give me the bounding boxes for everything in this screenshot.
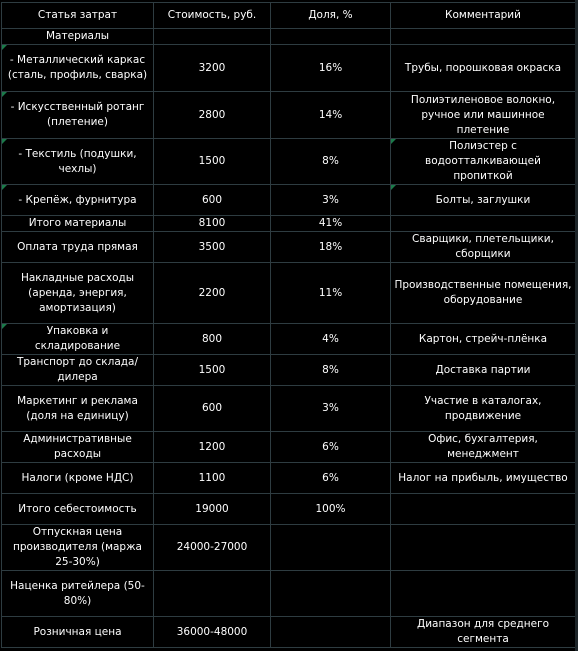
cell-cost[interactable]: 3500 — [154, 232, 271, 263]
cell-cost[interactable]: 1500 — [154, 355, 271, 386]
cell-comment[interactable] — [391, 29, 576, 45]
cell-comment[interactable] — [391, 571, 576, 617]
table-row — [2, 617, 576, 648]
cell-item[interactable]: Итого себестоимость — [2, 494, 154, 525]
cell-item[interactable]: - Металлический каркас (сталь, профиль, сварка) — [2, 45, 154, 92]
cell-cost[interactable]: 24000-27000 — [154, 525, 271, 571]
cell-item[interactable]: Накладные расходы (аренда, энергия, амортизация) — [2, 263, 154, 324]
header-comment: Комментарий — [391, 3, 576, 29]
table-row — [2, 232, 576, 263]
cell-item[interactable]: Отпускная цена производителя (маржа 25-30%) — [2, 525, 154, 571]
header-share: Доля, % — [271, 3, 391, 29]
cell-cost[interactable]: 1200 — [154, 432, 271, 463]
cell-cost[interactable]: 1500 — [154, 139, 271, 185]
cell-cost[interactable]: 600 — [154, 386, 271, 432]
table-body — [2, 29, 576, 648]
table-row — [2, 355, 576, 386]
cell-share[interactable]: 16% — [271, 45, 391, 92]
cell-share[interactable]: 100% — [271, 494, 391, 525]
cell-share[interactable] — [271, 571, 391, 617]
cell-comment[interactable]: Налог на прибыль, имущество — [391, 463, 576, 494]
table-row — [2, 571, 576, 617]
table-row — [2, 386, 576, 432]
cell-item[interactable]: Налоги (кроме НДС) — [2, 463, 154, 494]
cell-share[interactable] — [271, 525, 391, 571]
cell-cost[interactable] — [154, 29, 271, 45]
cell-share[interactable]: 6% — [271, 432, 391, 463]
cell-share[interactable] — [271, 29, 391, 45]
cell-share[interactable]: 3% — [271, 185, 391, 216]
cell-item[interactable]: - Искусственный ротанг (плетение) — [2, 92, 154, 139]
table-row — [2, 463, 576, 494]
cell-share[interactable]: 18% — [271, 232, 391, 263]
header-cost: Стоимость, руб. — [154, 3, 271, 29]
cell-item[interactable]: Оплата труда прямая — [2, 232, 154, 263]
cell-comment[interactable]: Картон, стрейч-плёнка — [391, 324, 576, 355]
cell-comment[interactable] — [391, 216, 576, 232]
table-row — [2, 29, 576, 45]
table-row — [2, 45, 576, 92]
cell-cost[interactable]: 600 — [154, 185, 271, 216]
cell-comment[interactable]: Полиэстер с водоотталкивающей пропиткой — [391, 139, 576, 185]
cell-cost[interactable]: 36000-48000 — [154, 617, 271, 648]
cell-share[interactable]: 8% — [271, 355, 391, 386]
cell-comment[interactable]: Производственные помещения, оборудование — [391, 263, 576, 324]
table-header-row — [2, 3, 576, 29]
cell-comment[interactable] — [391, 525, 576, 571]
cell-share[interactable]: 8% — [271, 139, 391, 185]
table-row — [2, 494, 576, 525]
table-row — [2, 432, 576, 463]
cell-cost[interactable]: 19000 — [154, 494, 271, 525]
table-row — [2, 525, 576, 571]
table-row — [2, 263, 576, 324]
cell-cost[interactable]: 2800 — [154, 92, 271, 139]
cell-item[interactable]: Наценка ритейлера (50-80%) — [2, 571, 154, 617]
cell-share[interactable]: 4% — [271, 324, 391, 355]
cell-comment[interactable]: Диапазон для среднего сегмента — [391, 617, 576, 648]
cell-comment[interactable]: Участие в каталогах, продвижение — [391, 386, 576, 432]
cell-cost[interactable]: 2200 — [154, 263, 271, 324]
cell-item[interactable]: Упаковка и складирование — [2, 324, 154, 355]
cell-item[interactable]: Итого материалы — [2, 216, 154, 232]
cell-share[interactable]: 3% — [271, 386, 391, 432]
cell-item[interactable]: Транспорт до склада/дилера — [2, 355, 154, 386]
cell-item[interactable]: Материалы — [2, 29, 154, 45]
cell-comment[interactable]: Полиэтиленовое волокно, ручное или машинное плетение — [391, 92, 576, 139]
cell-share[interactable]: 6% — [271, 463, 391, 494]
cell-cost[interactable] — [154, 571, 271, 617]
cell-item[interactable]: - Крепёж, фурнитура — [2, 185, 154, 216]
cell-comment[interactable]: Болты, заглушки — [391, 185, 576, 216]
cell-comment[interactable]: Доставка партии — [391, 355, 576, 386]
header-item: Статья затрат — [2, 3, 154, 29]
cell-cost[interactable]: 8100 — [154, 216, 271, 232]
cell-cost[interactable]: 3200 — [154, 45, 271, 92]
cell-comment[interactable] — [391, 494, 576, 525]
cell-share[interactable]: 14% — [271, 92, 391, 139]
cell-cost[interactable]: 1100 — [154, 463, 271, 494]
cell-item[interactable]: Маркетинг и реклама (доля на единицу) — [2, 386, 154, 432]
table-row — [2, 324, 576, 355]
cell-comment[interactable]: Трубы, порошковая окраска — [391, 45, 576, 92]
table-row — [2, 216, 576, 232]
cell-item[interactable]: - Текстиль (подушки, чехлы) — [2, 139, 154, 185]
cell-share[interactable]: 11% — [271, 263, 391, 324]
table-row — [2, 92, 576, 139]
table-row — [2, 139, 576, 185]
cell-comment[interactable]: Сварщики, плетельщики, сборщики — [391, 232, 576, 263]
cell-comment[interactable]: Офис, бухгалтерия, менеджмент — [391, 432, 576, 463]
cell-cost[interactable]: 800 — [154, 324, 271, 355]
cost-table — [1, 2, 576, 648]
cell-item[interactable]: Розничная цена — [2, 617, 154, 648]
cell-share[interactable]: 41% — [271, 216, 391, 232]
table-row — [2, 185, 576, 216]
cell-share[interactable] — [271, 617, 391, 648]
cell-item[interactable]: Административные расходы — [2, 432, 154, 463]
